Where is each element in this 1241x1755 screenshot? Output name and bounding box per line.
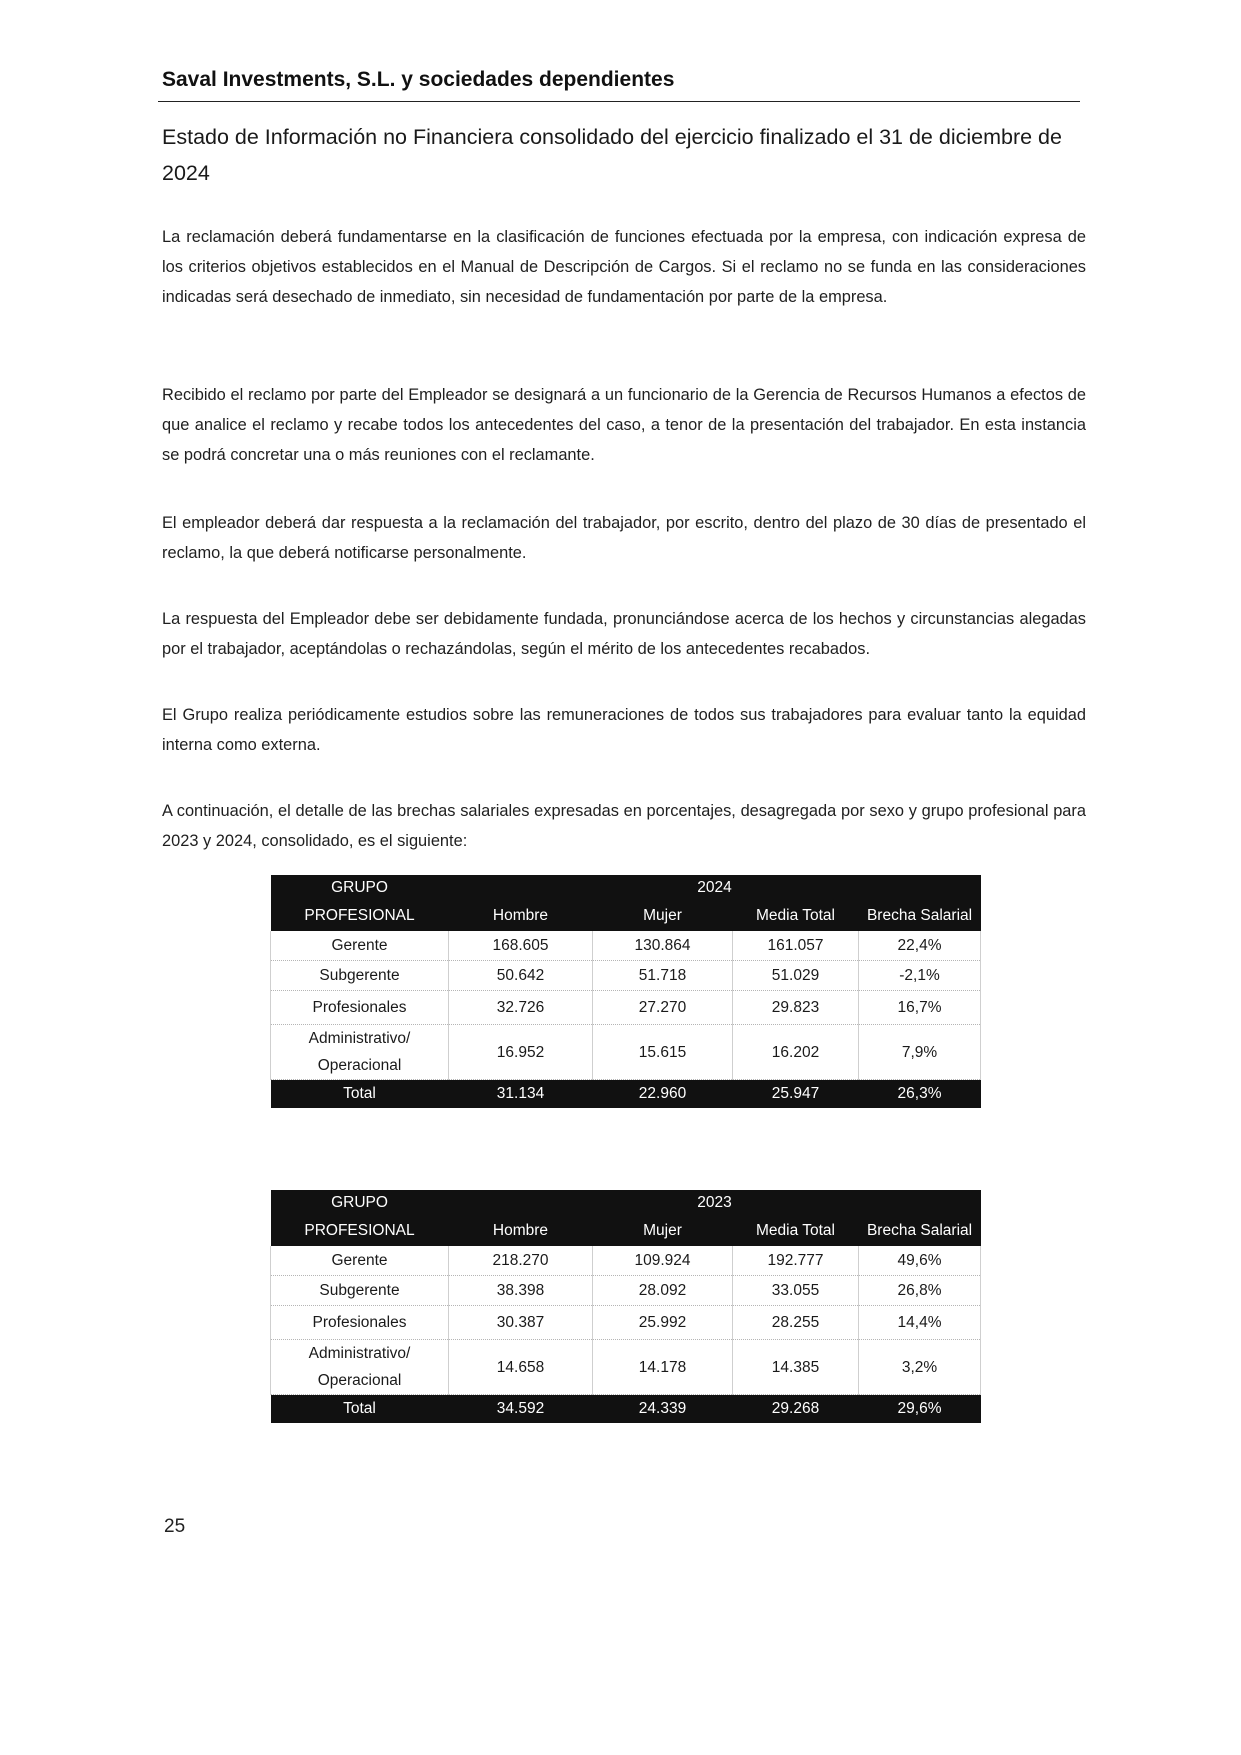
total-hombre: 31.134: [449, 1080, 593, 1109]
row-group: Profesionales: [271, 1306, 449, 1340]
cell-hombre: 30.387: [449, 1306, 593, 1340]
row-group: Subgerente: [271, 1276, 449, 1306]
salary-gap-table-2023: [270, 1190, 981, 1423]
group-header-line1: GRUPO: [271, 875, 449, 901]
header-rule: [158, 101, 1080, 102]
cell-hombre: 38.398: [449, 1276, 593, 1306]
total-row: [271, 1080, 981, 1109]
cell-mujer: 25.992: [593, 1306, 733, 1340]
cell-hombre: 16.952: [449, 1025, 593, 1080]
cell-mujer: 51.718: [593, 961, 733, 991]
column-header-hombre: Hombre: [449, 1216, 593, 1246]
cell-brecha: 7,9%: [859, 1025, 981, 1080]
total-media: 29.268: [733, 1395, 859, 1424]
cell-brecha: -2,1%: [859, 961, 981, 991]
column-header-brecha-salarial: Brecha Salarial: [859, 1216, 981, 1246]
year-header: 2023: [449, 1190, 981, 1216]
cell-hombre: 218.270: [449, 1246, 593, 1276]
cell-mujer: 109.924: [593, 1246, 733, 1276]
salary-gap-table-2024: [270, 875, 981, 1108]
total-mujer: 22.960: [593, 1080, 733, 1109]
group-header-line2: PROFESIONAL: [271, 1216, 449, 1246]
column-header-mujer: Mujer: [593, 1216, 733, 1246]
row-group: Subgerente: [271, 961, 449, 991]
total-row: [271, 1395, 981, 1424]
table-row: [271, 991, 981, 1025]
cell-brecha: 26,8%: [859, 1276, 981, 1306]
cell-media: 14.385: [733, 1340, 859, 1395]
cell-brecha: 16,7%: [859, 991, 981, 1025]
total-brecha: 29,6%: [859, 1395, 981, 1424]
column-header-media-total: Media Total: [733, 1216, 859, 1246]
table-row: [271, 1246, 981, 1276]
total-label: Total: [271, 1395, 449, 1424]
paragraph-table-intro: A continuación, el detalle de las brechas salariales expresadas en porcentajes, desagregada por sexo y grupo profesional para 2023 y 2024, consolidado, es el siguiente:: [162, 802, 1086, 850]
group-header-line2: PROFESIONAL: [271, 901, 449, 931]
column-header-brecha-salarial: Brecha Salarial: [859, 901, 981, 931]
row-group: [271, 1025, 449, 1080]
cell-mujer: 15.615: [593, 1025, 733, 1080]
column-header-mujer: Mujer: [593, 901, 733, 931]
page-number: 25: [164, 1516, 186, 1537]
total-label: Total: [271, 1080, 449, 1109]
total-hombre: 34.592: [449, 1395, 593, 1424]
cell-brecha: 3,2%: [859, 1340, 981, 1395]
cell-hombre: 14.658: [449, 1340, 593, 1395]
cell-media: 51.029: [733, 961, 859, 991]
cell-media: 16.202: [733, 1025, 859, 1080]
total-brecha: 26,3%: [859, 1080, 981, 1109]
cell-media: 161.057: [733, 931, 859, 961]
cell-mujer: 14.178: [593, 1340, 733, 1395]
row-group: Gerente: [271, 1246, 449, 1276]
cell-media: 192.777: [733, 1246, 859, 1276]
column-header-media-total: Media Total: [733, 901, 859, 931]
company-header: Saval Investments, S.L. y sociedades dependientes: [162, 68, 675, 91]
cell-media: 29.823: [733, 991, 859, 1025]
paragraph-response-grounds: La respuesta del Empleador debe ser debidamente fundada, pronunciándose acerca de los hechos y circunstancias alegadas por el trabajador, aceptándolas o rechazándolas, según el mérito de los antecedentes recabados.: [162, 610, 1086, 658]
table-row: [271, 1306, 981, 1340]
row-group-line2: Operacional: [317, 1372, 402, 1389]
cell-hombre: 168.605: [449, 931, 593, 961]
paragraph-reclamation: La reclamación deberá fundamentarse en la clasificación de funciones efectuada por la empresa, con indicación expresa de los criterios objetivos establecidos en el Manual de Descripción de Cargos. Si el reclamo no se funda en las consideraciones indicadas será desechado de inmediato, sin necesidad de fundamentación por parte de la empresa.: [162, 228, 1086, 306]
cell-brecha: 22,4%: [859, 931, 981, 961]
row-group-line1: Administrativo/: [308, 1345, 411, 1362]
cell-hombre: 32.726: [449, 991, 593, 1025]
paragraph-reception: Recibido el reclamo por parte del Empleador se designará a un funcionario de la Gerencia de Recursos Humanos a efectos de que analice el reclamo y recabe todos los antecedentes del caso, a tenor de la presentación del trabajador. En esta instancia se podrá concretar una o más reuniones con el reclamante.: [162, 386, 1086, 464]
row-group: Profesionales: [271, 991, 449, 1025]
cell-hombre: 50.642: [449, 961, 593, 991]
paragraph-response-deadline: El empleador deberá dar respuesta a la reclamación del trabajador, por escrito, dentro del plazo de 30 días de presentado el reclamo, la que deberá notificarse personalmente.: [162, 514, 1086, 562]
cell-media: 28.255: [733, 1306, 859, 1340]
table-row: [271, 931, 981, 961]
row-group-line2: Operacional: [317, 1057, 402, 1074]
cell-media: 33.055: [733, 1276, 859, 1306]
group-header-line1: GRUPO: [271, 1190, 449, 1216]
paragraph-remuneration-studies: El Grupo realiza periódicamente estudios sobre las remuneraciones de todos sus trabajadores para evaluar tanto la equidad interna como externa.: [162, 706, 1086, 754]
table-row: [271, 961, 981, 991]
row-group-line1: Administrativo/: [308, 1030, 411, 1047]
table-row: [271, 1340, 981, 1395]
total-mujer: 24.339: [593, 1395, 733, 1424]
column-header-hombre: Hombre: [449, 901, 593, 931]
cell-mujer: 130.864: [593, 931, 733, 961]
row-group: Gerente: [271, 931, 449, 961]
cell-mujer: 28.092: [593, 1276, 733, 1306]
cell-brecha: 49,6%: [859, 1246, 981, 1276]
total-media: 25.947: [733, 1080, 859, 1109]
cell-mujer: 27.270: [593, 991, 733, 1025]
cell-brecha: 14,4%: [859, 1306, 981, 1340]
report-subtitle: Estado de Información no Financiera consolidado del ejercicio finalizado el 31 de diciembre de 2024: [162, 125, 1062, 185]
table-row: [271, 1025, 981, 1080]
table-row: [271, 1276, 981, 1306]
year-header: 2024: [449, 875, 981, 901]
row-group: [271, 1340, 449, 1395]
